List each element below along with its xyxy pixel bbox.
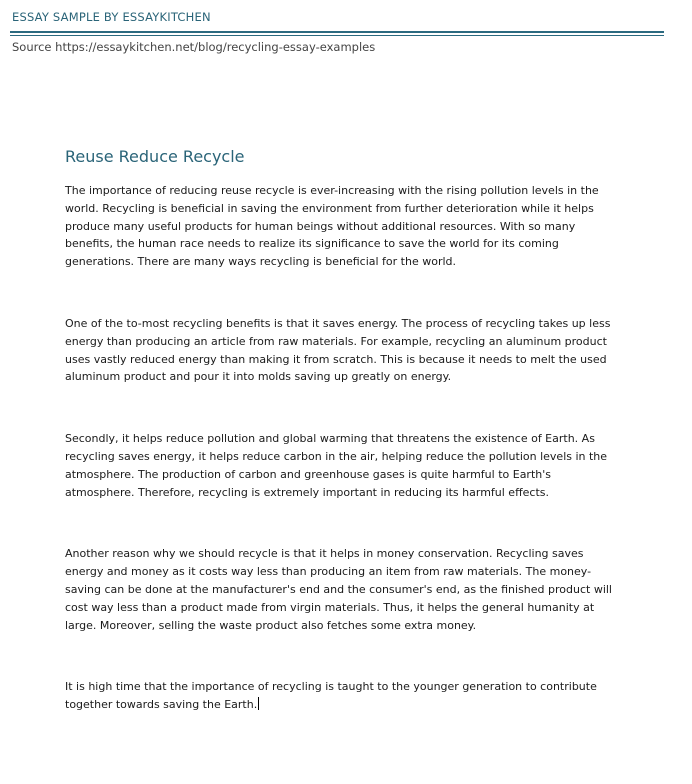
essay-paragraph-4: Another reason why we should recycle is that it helps in money conservation. Recycling saves energy and money as it costs way less than producing an item from raw materials. The money-saving can be done at the manufacturer's end and the consumer's end, as the finished product will cost way less than a product made from virgin materials. Thus, it helps the general humanity at large. Moreover, selling the waste product also fetches some extra money. [65, 547, 612, 632]
essay-paragraph-3: Secondly, it helps reduce pollution and global warming that threatens the existence of Earth. As recycling saves energy, it helps reduce carbon in the air, helping reduce the pollution levels in the atmosphere. The production of carbon and greenhouse gases is quite harmful to Earth's atmosphere. Therefore, recycling is extremely important in reducing its harmful effects. [65, 432, 608, 499]
essay-paragraph-5 [65, 678, 613, 714]
source-line: Source https://essaykitchen.net/blog/recycling-essay-examples [12, 40, 376, 54]
text-cursor [258, 697, 259, 710]
header-title: ESSAY SAMPLE BY ESSAYKITCHEN [12, 10, 211, 24]
essay-paragraph-2: One of the to-most recycling benefits is that it saves energy. The process of recycling takes up less energy than producing an article from raw materials. For example, recycling an aluminum product uses vastly reduced energy than making it from scratch. This is because it needs to melt the used aluminum product and pour it into molds saving up greatly on energy. [65, 316, 611, 384]
essay-title: Reuse Reduce Recycle [65, 147, 245, 166]
document-header [0, 0, 692, 36]
essay-paragraph-5-text: It is high time that the importance of recycling is taught to the younger generation to contribute together towards saving the Earth. [65, 680, 597, 712]
essay-paragraph-1: The importance of reducing reuse recycle is ever-increasing with the rising pollution levels in the world. Recycling is beneficial in saving the environment from further deterioration while it helps produce many useful products for human beings without additional resources. With so many benefits, the human race needs to realize its significance to save the world for its coming generations. There are many ways recycling is beneficial for the world. [65, 184, 599, 269]
essay-body[interactable] [65, 146, 613, 714]
header-rule-thin [10, 35, 664, 36]
header-rule-thick [10, 31, 664, 33]
